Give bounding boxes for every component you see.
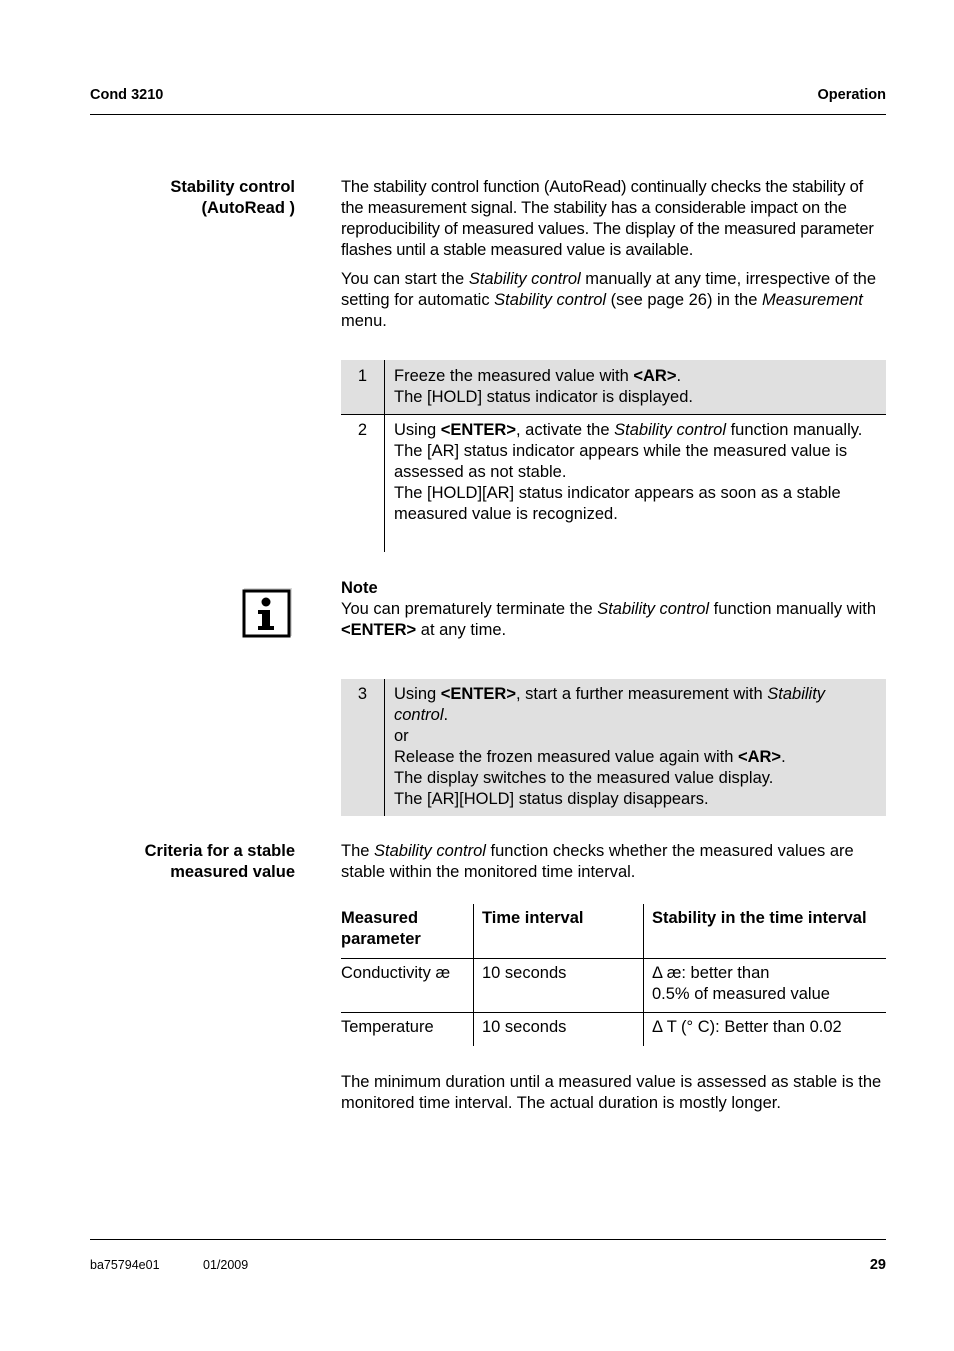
table-header-interval: Time interval — [482, 909, 584, 927]
step-number: 1 — [357, 367, 368, 385]
step-text: Using <ENTER>, activate the Stability control function manually. The [AR] status indicator appears while the measured value is assessed as not stable. The [HOLD][AR] status indicator appears as soon as a stable measured value is recognized. — [394, 421, 863, 523]
table-rule — [341, 958, 886, 959]
heading-line: (AutoRead ) — [201, 199, 295, 217]
footer-doc-number: ba75794e01 — [90, 1258, 160, 1272]
heading-line: Stability control — [170, 178, 295, 196]
step-divider — [384, 360, 385, 414]
note-block — [341, 578, 886, 641]
table-cell: Δ T (° C): Better than 0.02 — [652, 1018, 842, 1036]
table-cell: 10 seconds — [482, 1018, 567, 1036]
info-icon — [242, 586, 294, 638]
paragraph: The stability control function (AutoRead) continually checks the stability of the measurement signal. The stability has a considerable impact on the reproducibility of measured values. The display of the measured parameter flashes until a stable measured value is available. — [341, 178, 874, 259]
note-text: You can prematurely terminate the Stability control function manually with <ENTER> at any time. — [341, 600, 877, 639]
step-number: 2 — [357, 421, 368, 439]
table-cell: Temperature — [341, 1018, 434, 1036]
section-heading-criteria — [90, 841, 295, 883]
heading-line: measured value — [170, 863, 295, 881]
section-heading-stability — [90, 177, 295, 219]
footer-date: 01/2009 — [203, 1258, 249, 1272]
step-row — [341, 679, 886, 816]
step-text: Freeze the measured value with <AR>. The [HOLD] status indicator is displayed. — [394, 367, 693, 406]
table-header-parameter: Measured parameter — [341, 909, 421, 948]
step-divider — [384, 415, 385, 552]
table-rule — [341, 1012, 886, 1013]
paragraph: You can start the Stability control manually at any time, irrespective of the setting for automatic Stability control (see page 26) in the Measurement menu. — [341, 270, 877, 330]
footer-rule — [90, 1239, 886, 1240]
table-column-divider — [473, 904, 474, 1046]
section-body-stability — [341, 177, 886, 332]
table-cell: Conductivity æ — [341, 964, 451, 982]
header-doc-title: Cond 3210 — [90, 87, 164, 103]
header-rule — [90, 114, 886, 115]
header-chapter: Operation — [817, 87, 886, 103]
step-row — [341, 360, 886, 414]
step-row — [341, 415, 886, 552]
step-divider — [384, 679, 385, 816]
criteria-outro: The minimum duration until a measured value is assessed as stable is the monitored time interval. The actual duration is mostly longer. — [341, 1073, 882, 1112]
step-text: Using <ENTER>, start a further measurement with Stability control. or Release the frozen measured value again with <AR>. The display switches to the measured value display. The [AR][HOLD] status display disappears. — [394, 685, 826, 808]
table-cell: Δ æ: better than 0.5% of measured value — [652, 964, 830, 1003]
note-title: Note — [341, 579, 378, 597]
heading-line: Criteria for a stable — [144, 842, 295, 860]
table-header-stability: Stability in the time interval — [652, 909, 867, 927]
page-number: 29 — [869, 1257, 886, 1273]
step-number: 3 — [357, 685, 368, 703]
table-column-divider — [643, 904, 644, 1046]
table-cell: 10 seconds — [482, 964, 567, 982]
criteria-table — [341, 904, 886, 1046]
criteria-intro: The Stability control function checks whether the measured values are stable within the monitored time interval. — [341, 842, 854, 881]
